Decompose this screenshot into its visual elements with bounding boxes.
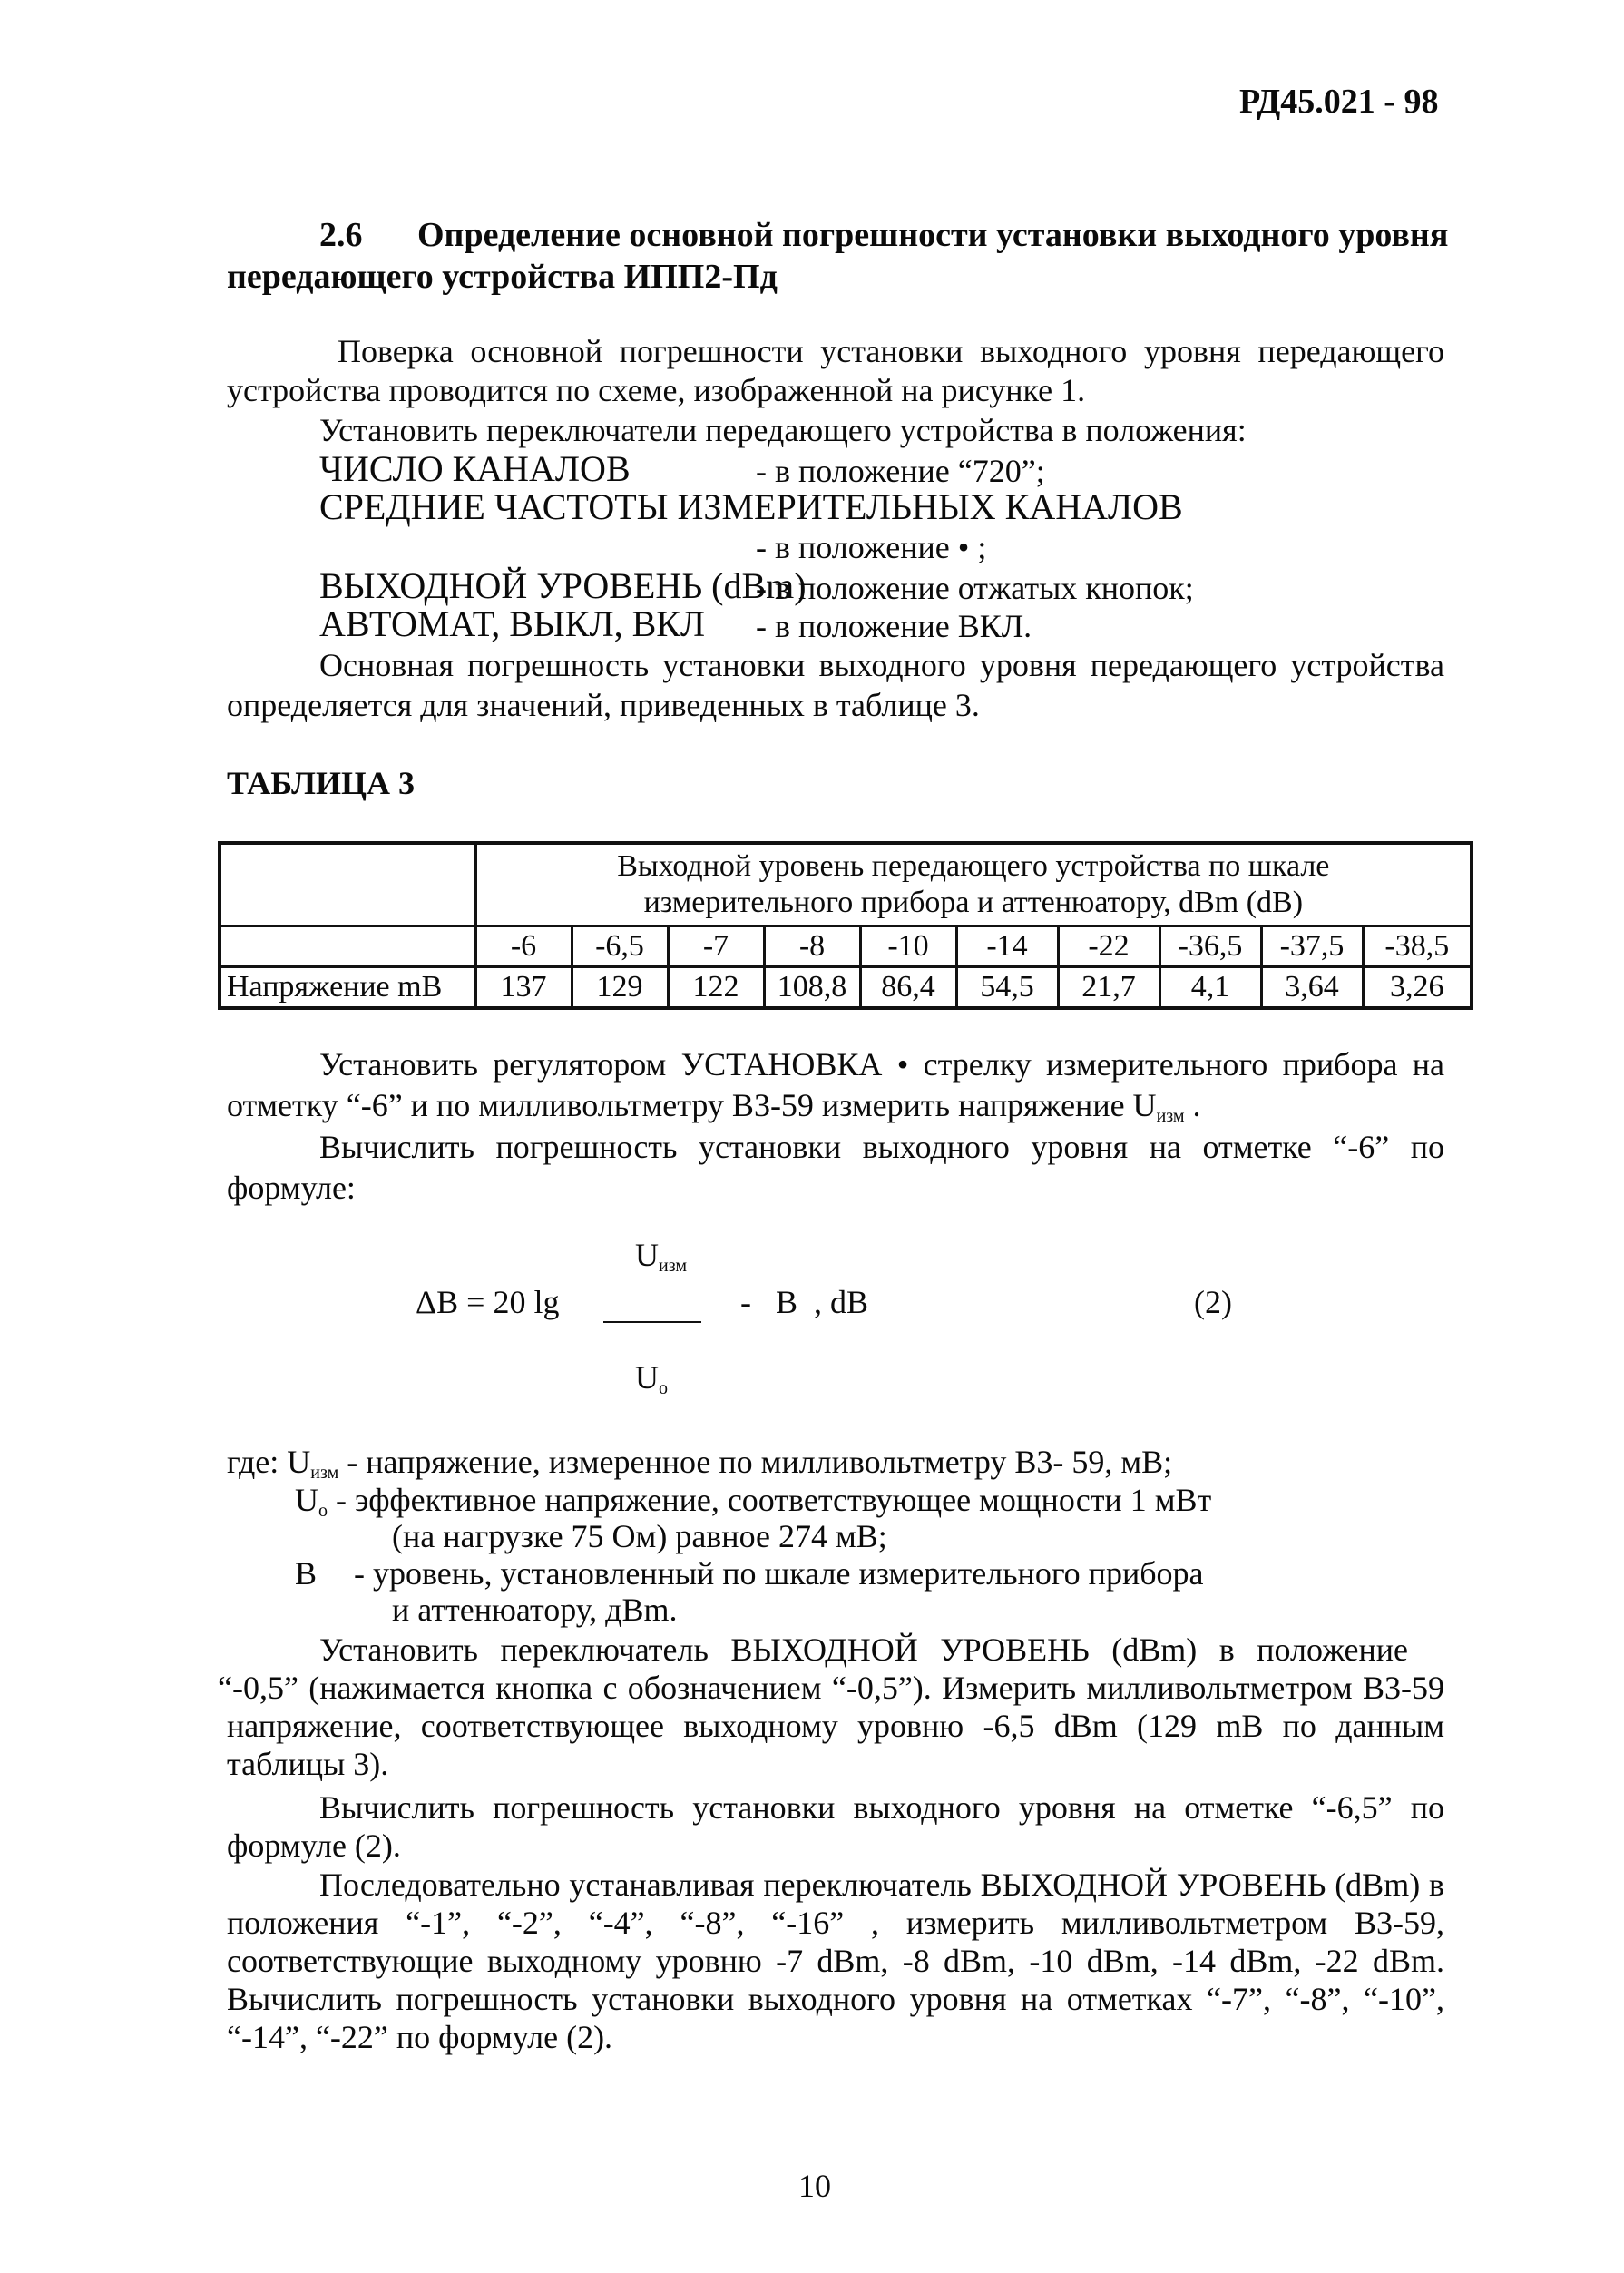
intro-line2: устройства проводится по схеме, изображенной на рисунке 1. xyxy=(227,372,1086,408)
formula-denominator-sub: o xyxy=(659,1378,668,1398)
formula-denominator-symbol: U xyxy=(635,1359,659,1396)
table-level-cell: -36,5 xyxy=(1159,926,1261,967)
after-settings-line2: определяется для значений, приведенных в таблице 3. xyxy=(227,687,980,723)
formula-numerator-symbol: U xyxy=(635,1237,659,1273)
table-level-cell: -8 xyxy=(764,926,860,967)
formula-number: (2) xyxy=(1194,1284,1232,1320)
table-voltage-row xyxy=(220,967,1472,1009)
procedure2-line3: напряжение, соответствующее выходному уровню -6,5 dBm (129 mB по данным xyxy=(227,1708,1444,1744)
table-levels-row xyxy=(220,926,1472,967)
intro-line1: Поверка основной погрешности установки выходного уровня передающего xyxy=(338,333,1444,369)
setting-value-frequencies: - в положение • ; xyxy=(756,529,987,565)
procedure2-line11: “-14”, “-22” по формуле (2). xyxy=(227,2019,613,2055)
where-line2 xyxy=(295,1481,1211,1522)
table-header-line1: Выходной уровень передающего устройства по шкале xyxy=(617,849,1330,883)
table-level-cell: -22 xyxy=(1058,926,1159,967)
table-level-cell: -10 xyxy=(860,926,956,967)
procedure1-line3: Вычислить погрешность установки выходного уровня на отметке “-6” по xyxy=(319,1129,1444,1165)
table-voltage-cell: 137 xyxy=(475,967,572,1009)
procedure1-line2-sub: изм xyxy=(1156,1106,1185,1126)
formula-numerator xyxy=(635,1236,687,1277)
doc-code: РД45.021 - 98 xyxy=(1239,83,1439,121)
procedure2-line7: Последовательно устанавливая переключатель ВЫХОДНОЙ УРОВЕНЬ (dBm) в xyxy=(319,1866,1444,1903)
table-level-cell: -37,5 xyxy=(1261,926,1363,967)
where-line3: (на нагрузке 75 Ом) равное 274 мВ; xyxy=(392,1518,887,1554)
procedure2-line2: “-0,5” (нажимается кнопка с обозначением “-0,5”). Измерить милливольтметром В3-59 xyxy=(218,1670,1444,1706)
where-line2-sub: o xyxy=(318,1501,328,1521)
procedure1-line1: Установить регулятором УСТАНОВКА • стрелку измерительного прибора на xyxy=(319,1046,1444,1083)
setting-name-auto: АВТОМАТ, ВЫКЛ, ВКЛ xyxy=(319,603,706,644)
table-empty-cell xyxy=(220,926,475,967)
procedure2-line9: соответствующие выходному уровню -7 dBm, -8 dBm, -10 dBm, -14 dBm, -22 dBm. xyxy=(227,1943,1444,1979)
procedure2-line4: таблицы 3). xyxy=(227,1746,389,1782)
table-row-label: Напряжение mB xyxy=(220,967,475,1009)
setting-name-frequencies: СРЕДНИЕ ЧАСТОТЫ ИЗМЕРИТЕЛЬНЫХ КАНАЛОВ xyxy=(319,486,1183,527)
table-voltage-cell: 108,8 xyxy=(764,967,860,1009)
formula-numerator-sub: изм xyxy=(659,1256,687,1276)
where-line4-text: - уровень, установленный по шкале измерительного прибора xyxy=(354,1555,1204,1592)
where-line5: и аттенюатору, дВm. xyxy=(392,1592,678,1628)
where-line1 xyxy=(227,1443,1172,1484)
table-level-cell: -6,5 xyxy=(572,926,668,967)
formula-fraction-line xyxy=(603,1321,701,1323)
table-level-cell: -7 xyxy=(668,926,764,967)
table-level-cell: -38,5 xyxy=(1363,926,1472,967)
table-voltage-cell: 3,64 xyxy=(1261,967,1363,1009)
procedure1-line4: формуле: xyxy=(227,1170,356,1206)
section-title-line2: передающего устройства ИПП2-Пд xyxy=(227,258,778,296)
procedure1-line2-tail: . xyxy=(1184,1087,1201,1123)
where-line2-text: U xyxy=(295,1482,318,1518)
setting-name-output-level: ВЫХОДНОЙ УРОВЕНЬ (dBm) xyxy=(319,565,807,606)
where-line1-tail: - напряжение, измеренное по милливольтметру В3- 59, мВ; xyxy=(338,1444,1173,1480)
where-line4-symbol: B xyxy=(295,1555,318,1592)
table-3 xyxy=(218,841,1473,1010)
setting-value-auto: - в положение ВКЛ. xyxy=(756,608,1032,644)
formula-tail: - B , dB xyxy=(740,1284,869,1320)
where-line2-tail: - эффективное напряжение, соответствующее мощности 1 мВт xyxy=(328,1482,1212,1518)
table-voltage-cell: 122 xyxy=(668,967,764,1009)
setting-name-channels: ЧИСЛО КАНАЛОВ xyxy=(319,448,631,489)
table-voltage-cell: 54,5 xyxy=(956,967,1058,1009)
table-caption: ТАБЛИЦА 3 xyxy=(227,765,415,801)
section-title-line1: Определение основной погрешности установки выходного уровня xyxy=(417,216,1449,254)
table-level-cell: -14 xyxy=(956,926,1058,967)
procedure2-line10: Вычислить погрешность установки выходного уровня на отметках “-7”, “-8”, “-10”, xyxy=(227,1981,1444,2017)
procedure2-line6: формуле (2). xyxy=(227,1827,401,1864)
procedure2-line8: положения “-1”, “-2”, “-4”, “-8”, “-16” , измерить милливольтметром В3-59, xyxy=(227,1905,1444,1941)
table-voltage-cell: 21,7 xyxy=(1058,967,1159,1009)
procedure1-line2 xyxy=(227,1086,1201,1127)
where-line1-text: где: U xyxy=(227,1444,311,1480)
intro-line3: Установить переключатели передающего устройства в положения: xyxy=(319,412,1247,448)
setting-value-output-level: - в положение отжатых кнопок; xyxy=(756,570,1194,606)
where-line1-sub: изм xyxy=(310,1463,339,1483)
page-number: 10 xyxy=(798,2168,831,2204)
table-voltage-cell: 3,26 xyxy=(1363,967,1472,1009)
table-header-line2: измерительного прибора и аттенюатору, dBm (dB) xyxy=(643,886,1304,919)
table-header-row xyxy=(220,843,1472,926)
table-voltage-cell: 4,1 xyxy=(1159,967,1261,1009)
procedure1-line2-text: отметку “-6” и по милливольтметру В3-59 измерить напряжение U xyxy=(227,1087,1157,1123)
procedure2-line5: Вычислить погрешность установки выходного уровня на отметке “-6,5” по xyxy=(319,1789,1444,1826)
table-voltage-cell: 86,4 xyxy=(860,967,956,1009)
setting-value-channels: - в положение “720”; xyxy=(756,453,1045,489)
formula-lhs: ΔB = 20 lg xyxy=(416,1284,560,1320)
table-voltage-cell: 129 xyxy=(572,967,668,1009)
section-number: 2.6 xyxy=(319,216,363,254)
formula-denominator xyxy=(635,1358,668,1399)
table-corner-cell xyxy=(220,843,475,926)
procedure2-line1: Установить переключатель ВЫХОДНОЙ УРОВЕНЬ (dBm) в положение xyxy=(319,1631,1408,1668)
after-settings-line1: Основная погрешность установки выходного уровня передающего устройства xyxy=(319,647,1444,683)
table-level-cell: -6 xyxy=(475,926,572,967)
table-header-cell xyxy=(475,843,1472,926)
